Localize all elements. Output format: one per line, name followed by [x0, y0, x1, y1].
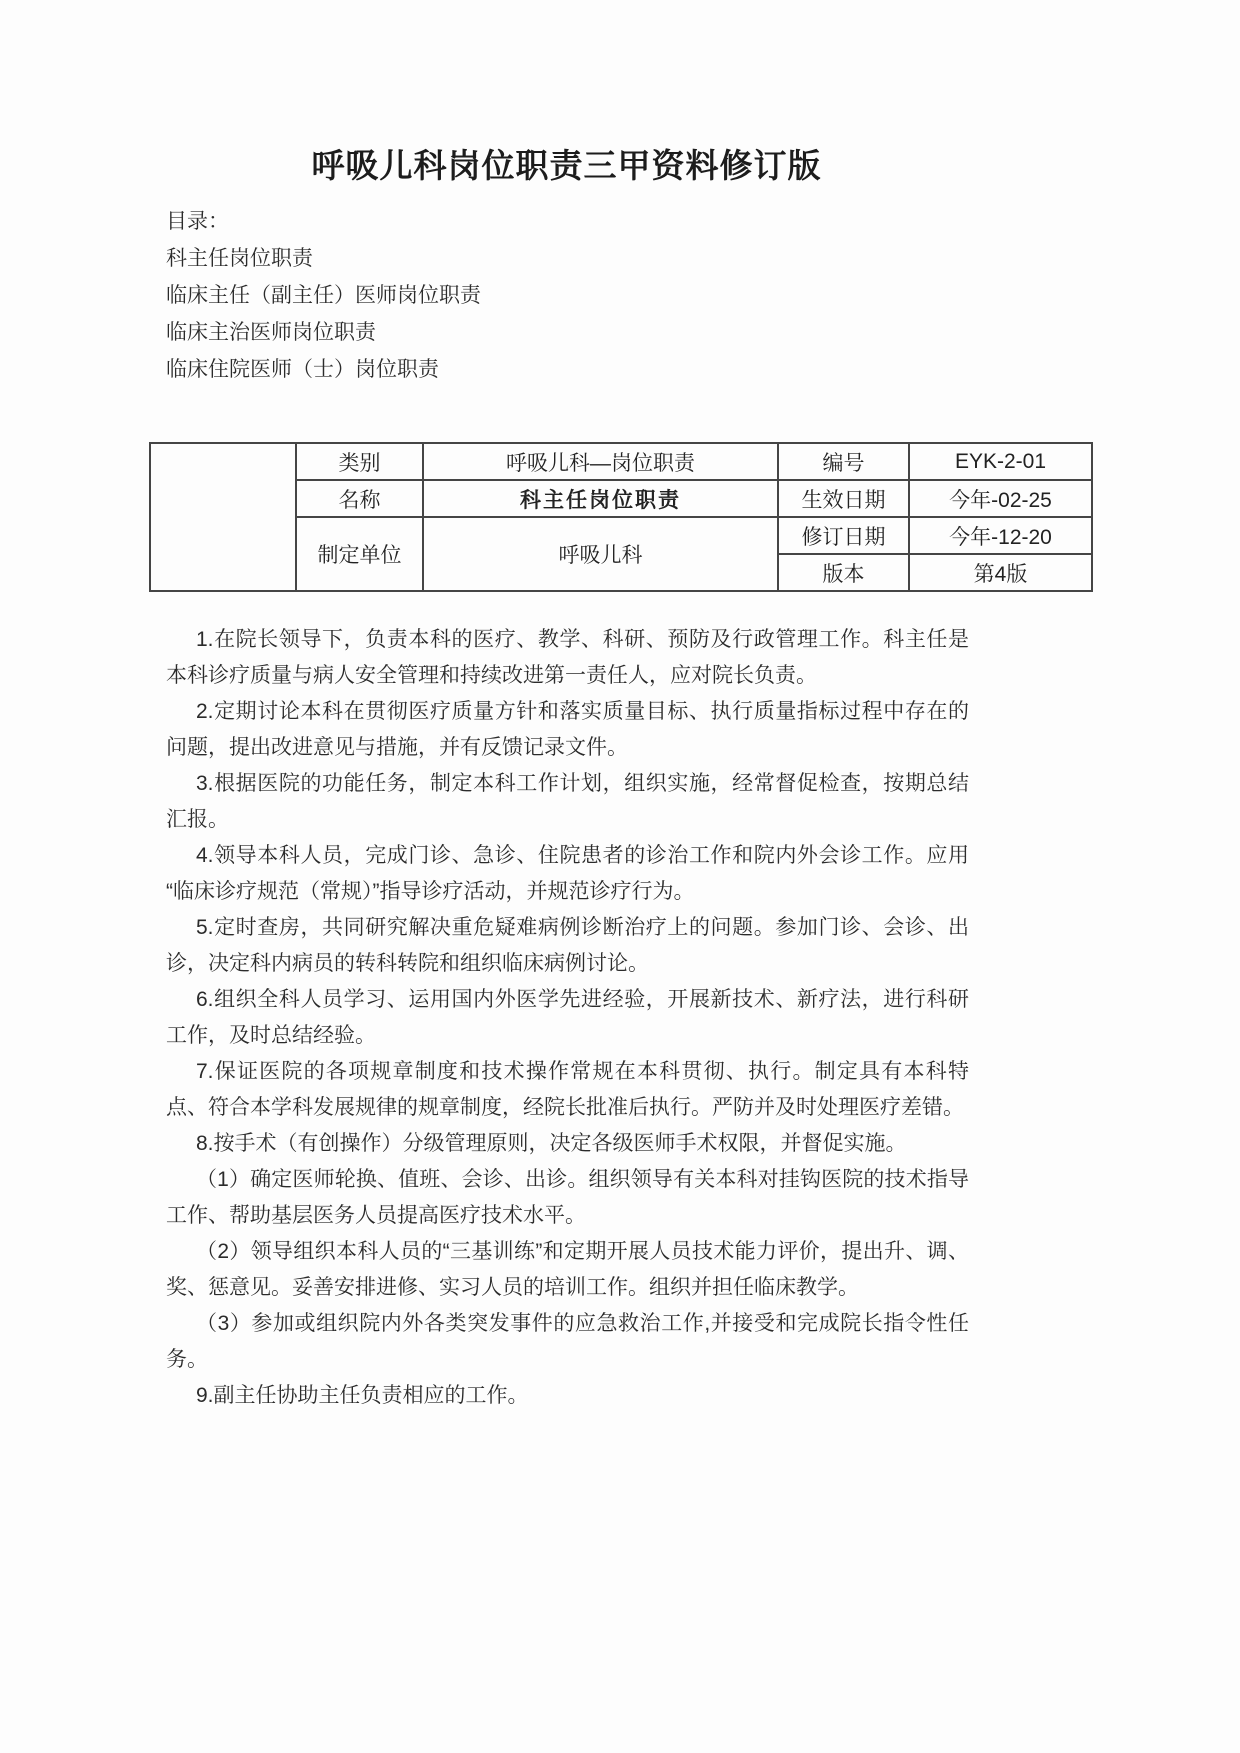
toc-item: 临床住院医师（士）岗位职责	[166, 358, 439, 381]
label-category: 类别	[296, 443, 423, 480]
label-issuing-unit: 制定单位	[296, 517, 423, 591]
body-paragraph: （2）领导组织本科人员的“三基训练”和定期开展人员技术能力评价，提出升、调、奖、惩意见。妥善安排进修、实习人员的培训工作。组织并担任临床教学。	[166, 1240, 969, 1299]
body-paragraph: 3.根据医院的功能任务，制定本科工作计划，组织实施，经常督促检查，按期总结汇报。	[166, 772, 969, 831]
label-name: 名称	[296, 480, 423, 517]
toc-item: 临床主治医师岗位职责	[166, 321, 376, 344]
value-revision-date: 今年-12-20	[909, 517, 1092, 554]
body-paragraph: 4.领导本科人员，完成门诊、急诊、住院患者的诊治工作和院内外会诊工作。应用“临床诊疗规范（常规）”指导诊疗活动，并规范诊疗行为。	[166, 844, 969, 903]
table-row	[150, 443, 1092, 480]
duties-body	[166, 622, 969, 1414]
body-paragraph: （1）确定医师轮换、值班、会诊、出诊。组织领导有关本科对挂钩医院的技术指导工作、帮助基层医务人员提高医疗技术水平。	[166, 1168, 969, 1227]
toc-item: 临床主任（副主任）医师岗位职责	[166, 284, 481, 307]
value-version: 第4版	[909, 554, 1092, 591]
body-paragraph: 6.组织全科人员学习、运用国内外医学先进经验，开展新技术、新疗法，进行科研工作，及时总结经验。	[166, 988, 969, 1047]
value-number: EYK-2-01	[909, 443, 1092, 480]
logo-cell-empty	[150, 443, 296, 591]
body-paragraph: 5.定时查房，共同研究解决重危疑难病例诊断治疗上的问题。参加门诊、会诊、出诊，决定科内病员的转科转院和组织临床病例讨论。	[166, 916, 969, 975]
body-paragraph: （3）参加或组织院内外各类突发事件的应急救治工作,并接受和完成院长指令性任务。	[166, 1312, 969, 1371]
body-paragraph: 9.副主任协助主任负责相应的工作。	[196, 1384, 529, 1407]
label-number: 编号	[778, 443, 909, 480]
value-name: 科主任岗位职责	[423, 480, 778, 517]
toc-item: 科主任岗位职责	[166, 247, 313, 270]
body-paragraph: 2.定期讨论本科在贯彻医疗质量方针和落实质量目标、执行质量指标过程中存在的问题，提出改进意见与措施，并有反馈记录文件。	[166, 700, 969, 759]
toc-section	[166, 203, 967, 388]
value-category: 呼吸儿科—岗位职责	[423, 443, 778, 480]
toc-heading: 目录：	[166, 210, 229, 233]
label-version: 版本	[778, 554, 909, 591]
label-revision-date: 修订日期	[778, 517, 909, 554]
body-paragraph: 7.保证医院的各项规章制度和技术操作常规在本科贯彻、执行。制定具有本科特点、符合本学科发展规律的规章制度，经院长批准后执行。严防并及时处理医疗差错。	[166, 1060, 969, 1119]
label-effective-date: 生效日期	[778, 480, 909, 517]
page-title: 呼吸儿科岗位职责三甲资料修订版	[311, 147, 822, 184]
value-effective-date: 今年-02-25	[909, 480, 1092, 517]
body-paragraph: 1.在院长领导下，负责本科的医疗、教学、科研、预防及行政管理工作。科主任是本科诊疗质量与病人安全管理和持续改进第一责任人，应对院长负责。	[166, 628, 969, 687]
value-issuing-unit: 呼吸儿科	[423, 517, 778, 591]
document-info-table	[149, 442, 1091, 592]
body-paragraph: 8.按手术（有创操作）分级管理原则，决定各级医师手术权限，并督促实施。	[196, 1132, 907, 1155]
